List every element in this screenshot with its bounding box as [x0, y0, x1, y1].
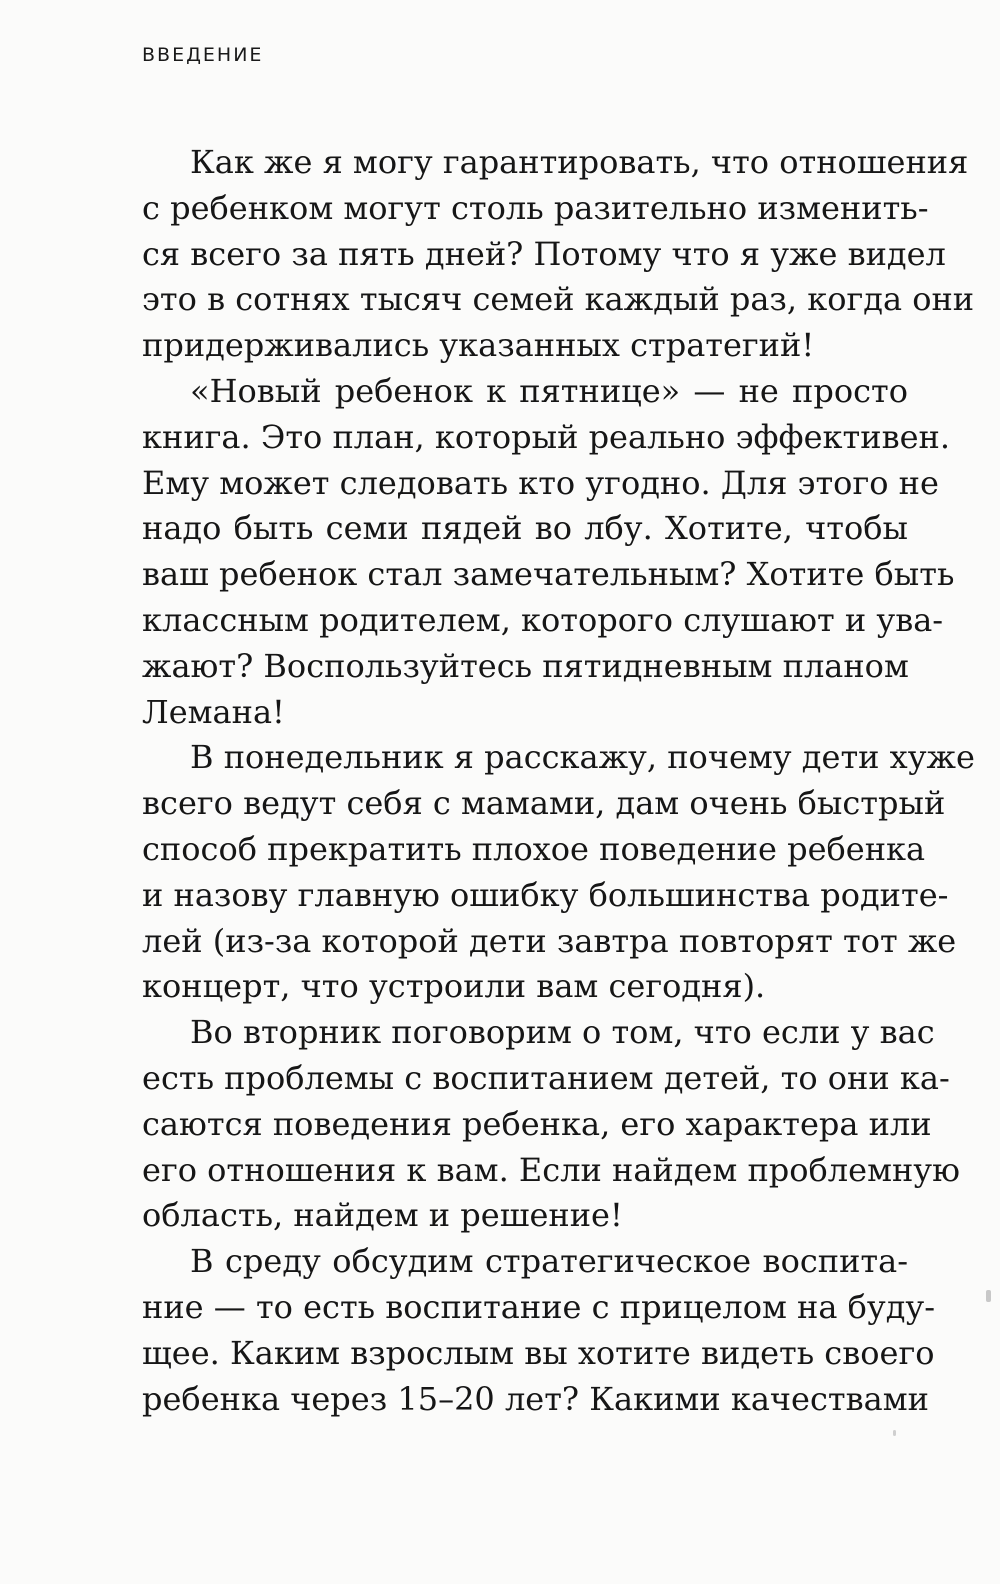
- text-line: всего ведут себя с мамами, дам очень быстрый: [142, 784, 946, 823]
- text-line: Ему может следовать кто угодно. Для этого не: [142, 463, 939, 502]
- text-line: Как же я могу гарантировать, что отношения: [190, 143, 969, 181]
- text-line: есть проблемы с воспитанием детей, то они ка-: [142, 1058, 950, 1097]
- paragraph-4: [142, 1010, 960, 1239]
- text-line: В понедельник я расскажу, почему дети хуже: [190, 738, 975, 777]
- text-line: саются поведения ребенка, его характера или: [142, 1104, 932, 1143]
- text-line: лей (из-за которой дети завтра повторят тот же: [142, 921, 957, 960]
- text-line: Лемана!: [142, 692, 285, 731]
- scan-speck: [893, 1430, 896, 1436]
- text-line: способ прекратить плохое поведение ребенка: [142, 829, 926, 868]
- text-line: это в сотнях тысяч семей каждый раз, когда они: [142, 280, 975, 319]
- text-line: ребенка через 15–20 лет? Какими качествами: [142, 1379, 929, 1418]
- text-line: надо быть семи пядей во лбу. Хотите, чтобы: [142, 509, 908, 548]
- text-line: классным родителем, которого слушают и ува-: [142, 600, 944, 639]
- text-line: щее. Каким взрослым вы хотите видеть своего: [142, 1333, 935, 1372]
- paragraph-3: [142, 735, 975, 1010]
- running-head: ВВЕДЕНИЕ: [142, 44, 264, 66]
- body-text: [142, 140, 975, 1422]
- text-line: концерт, что устроили вам сегодня).: [142, 967, 766, 1006]
- text-line: ваш ребенок стал замечательным? Хотите быть: [142, 555, 955, 594]
- paragraph-2: [142, 369, 955, 735]
- text-line: ние — то есть воспитание с прицелом на буду-: [142, 1287, 936, 1326]
- paragraph-5: [142, 1239, 936, 1422]
- scan-speck: [986, 1290, 991, 1302]
- text-line: область, найдем и решение!: [142, 1196, 623, 1235]
- text-line: В среду обсудим стратегическое воспита-: [190, 1242, 908, 1281]
- text-line: придерживались указанных стратегий!: [142, 326, 815, 365]
- text-line: ся всего за пять дней? Потому что я уже видел: [142, 234, 946, 273]
- text-line: жают? Воспользуйтесь пятидневным планом: [142, 646, 909, 685]
- text-line: и назову главную ошибку большинства родите-: [142, 875, 949, 914]
- text-line: его отношения к вам. Если найдем проблемную: [142, 1150, 960, 1189]
- text-line: с ребенком могут столь разительно изменить-: [142, 188, 929, 227]
- text-line: книга. Это план, который реально эффективен.: [142, 417, 951, 456]
- text-line: Во вторник поговорим о том, что если у вас: [190, 1013, 935, 1052]
- text-line: «Новый ребенок к пятнице» — не просто: [190, 371, 908, 410]
- paragraph-1: [142, 140, 975, 369]
